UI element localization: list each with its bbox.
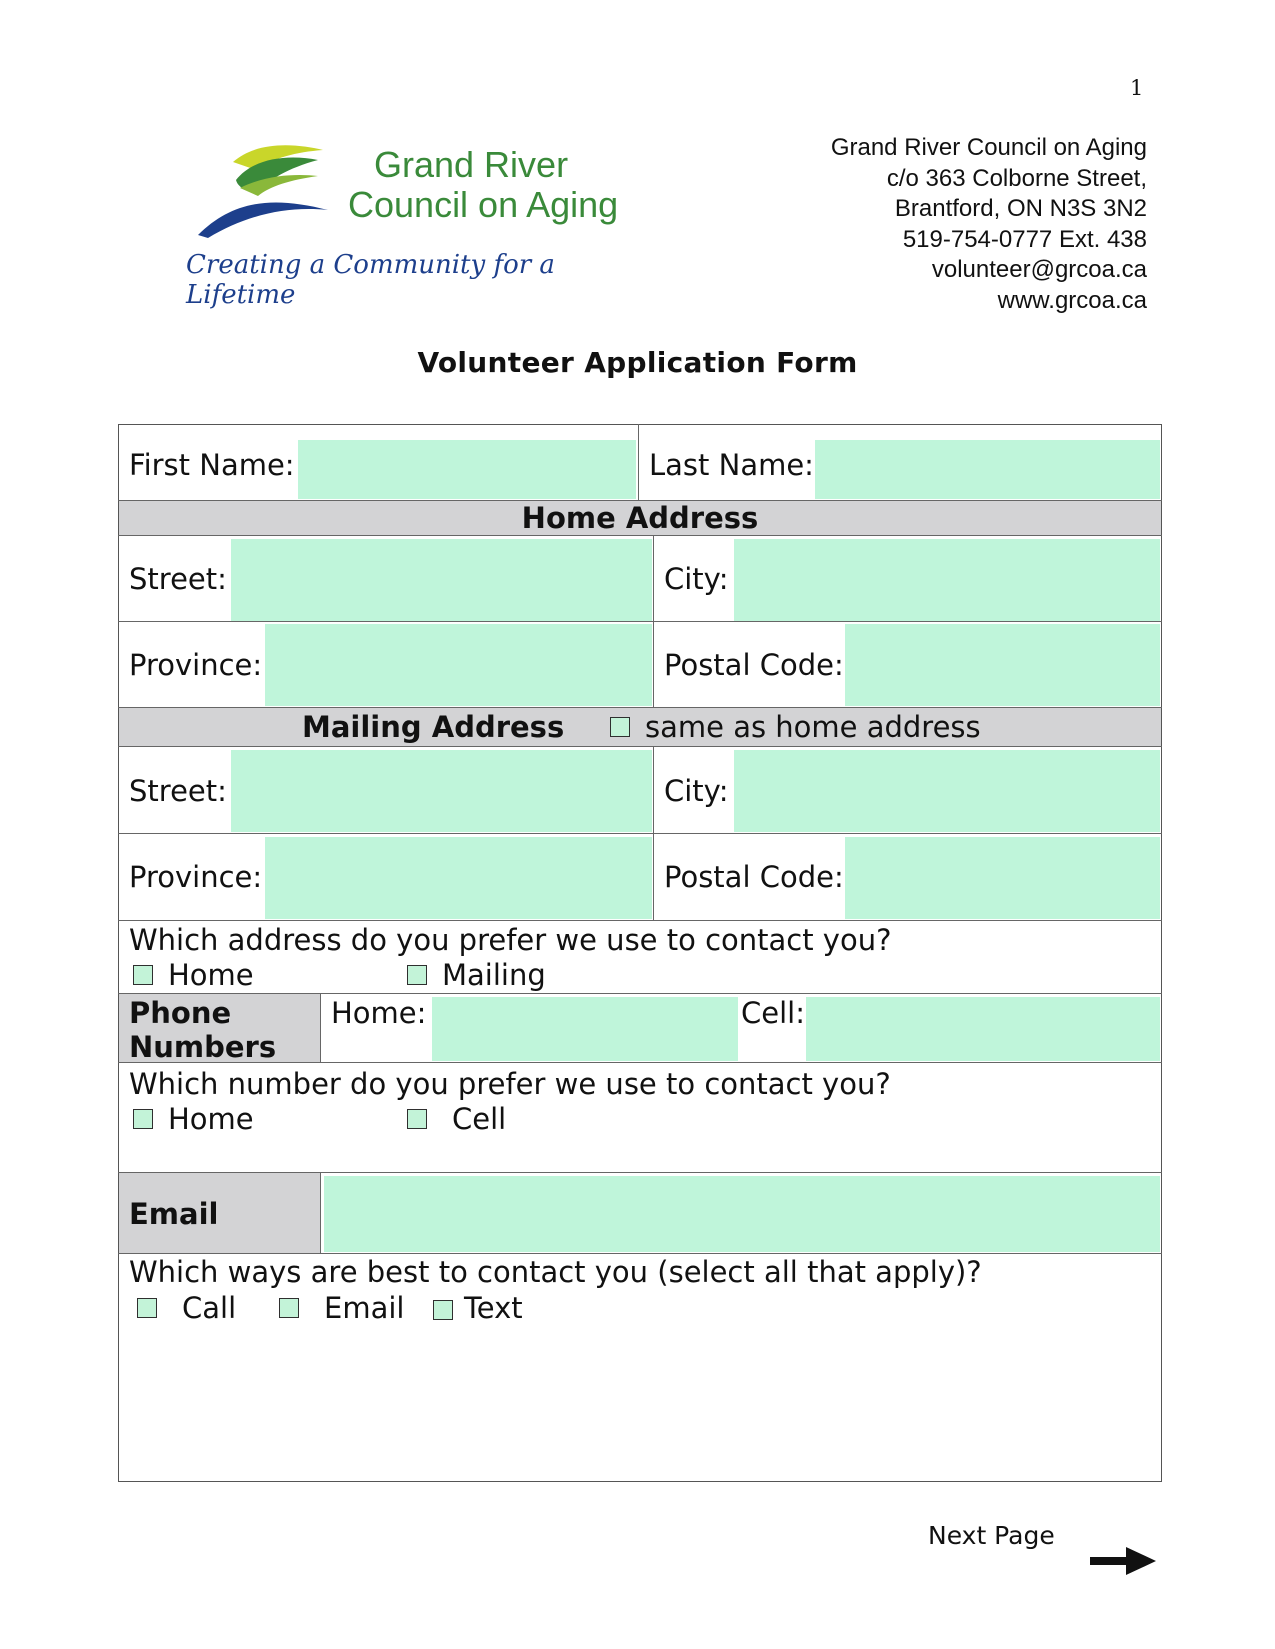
home-city-label: City: xyxy=(664,562,729,596)
number-pref-cell-checkbox[interactable] xyxy=(407,1109,427,1129)
number-pref-home-label: Home xyxy=(168,1102,254,1136)
phone-home-field[interactable] xyxy=(432,997,738,1061)
home-province-label: Province: xyxy=(129,648,263,682)
contact-email-checkbox[interactable] xyxy=(279,1298,299,1318)
email-field[interactable] xyxy=(324,1176,1160,1252)
contact-website[interactable]: www.grcoa.ca xyxy=(997,286,1147,314)
first-name-field[interactable] xyxy=(298,440,636,499)
same-as-home-label: same as home address xyxy=(645,710,981,744)
contact-email[interactable]: volunteer@grcoa.ca xyxy=(931,256,1147,283)
contact-org: Grand River Council on Aging xyxy=(830,134,1147,161)
logo-tagline: Creating a Community for a Lifetime xyxy=(186,250,555,310)
same-as-home-checkbox[interactable] xyxy=(610,717,630,737)
mailing-city-field[interactable] xyxy=(734,750,1160,832)
last-name-field[interactable] xyxy=(815,440,1160,499)
number-pref-cell-label: Cell xyxy=(452,1102,507,1136)
mailing-postal-field[interactable] xyxy=(845,837,1160,919)
number-pref-question: Which number do you prefer we use to contact you? xyxy=(129,1067,891,1101)
logo-line-2: Council on Aging xyxy=(348,184,619,225)
home-address-heading: Home Address xyxy=(521,501,759,535)
phone-cell-field[interactable] xyxy=(806,997,1160,1061)
last-name-label: Last Name: xyxy=(649,448,814,482)
contact-text-checkbox[interactable] xyxy=(433,1300,453,1320)
mailing-province-label: Province: xyxy=(129,860,263,894)
next-page-label[interactable]: Next Page xyxy=(928,1521,1055,1550)
home-province-field[interactable] xyxy=(265,624,652,706)
contact-email-label: Email xyxy=(324,1291,405,1325)
form-title: Volunteer Application Form xyxy=(417,346,858,379)
contact-ways-question: Which ways are best to contact you (select all that apply)? xyxy=(129,1255,982,1289)
mailing-address-heading: Mailing Address xyxy=(302,710,565,744)
contact-phone: 519-754-0777 Ext. 438 xyxy=(902,225,1147,253)
mailing-address-band xyxy=(119,708,1161,746)
home-postal-field[interactable] xyxy=(845,624,1160,706)
home-postal-label: Postal Code: xyxy=(664,648,844,682)
home-city-field[interactable] xyxy=(734,539,1160,621)
mailing-postal-label: Postal Code: xyxy=(664,860,844,894)
organization-logo xyxy=(178,140,638,310)
address-pref-question: Which address do you prefer we use to contact you? xyxy=(129,923,892,957)
mailing-street-field[interactable] xyxy=(231,750,652,832)
phone-heading-line-1: Phone xyxy=(129,996,232,1030)
home-street-label: Street: xyxy=(129,562,227,596)
contact-block xyxy=(831,133,1147,316)
logo-line-1: Grand River xyxy=(374,144,569,185)
contact-call-checkbox[interactable] xyxy=(137,1298,157,1318)
logo-waves-icon xyxy=(178,140,338,250)
first-name-label: First Name: xyxy=(129,448,295,482)
phone-home-label: Home: xyxy=(331,996,427,1030)
address-pref-home-label: Home xyxy=(168,958,254,992)
contact-text-label: Text xyxy=(464,1291,523,1325)
page-number: 1 xyxy=(1130,76,1144,100)
address-pref-home-checkbox[interactable] xyxy=(133,965,153,985)
address-pref-mailing-label: Mailing xyxy=(442,958,546,992)
address-pref-mailing-checkbox[interactable] xyxy=(407,965,427,985)
right-arrow-icon[interactable] xyxy=(1090,1547,1156,1575)
mailing-province-field[interactable] xyxy=(265,837,652,919)
mailing-street-label: Street: xyxy=(129,774,227,808)
mailing-city-label: City: xyxy=(664,774,729,808)
number-pref-home-checkbox[interactable] xyxy=(133,1109,153,1129)
home-street-field[interactable] xyxy=(231,539,652,621)
phone-cell-label: Cell: xyxy=(741,996,805,1030)
email-label: Email xyxy=(129,1197,219,1231)
contact-address-line: c/o 363 Colborne Street, xyxy=(886,164,1147,192)
phone-heading-line-2: Numbers xyxy=(129,1030,277,1064)
contact-city-line: Brantford, ON N3S 3N2 xyxy=(894,195,1147,222)
contact-call-label: Call xyxy=(182,1291,237,1325)
